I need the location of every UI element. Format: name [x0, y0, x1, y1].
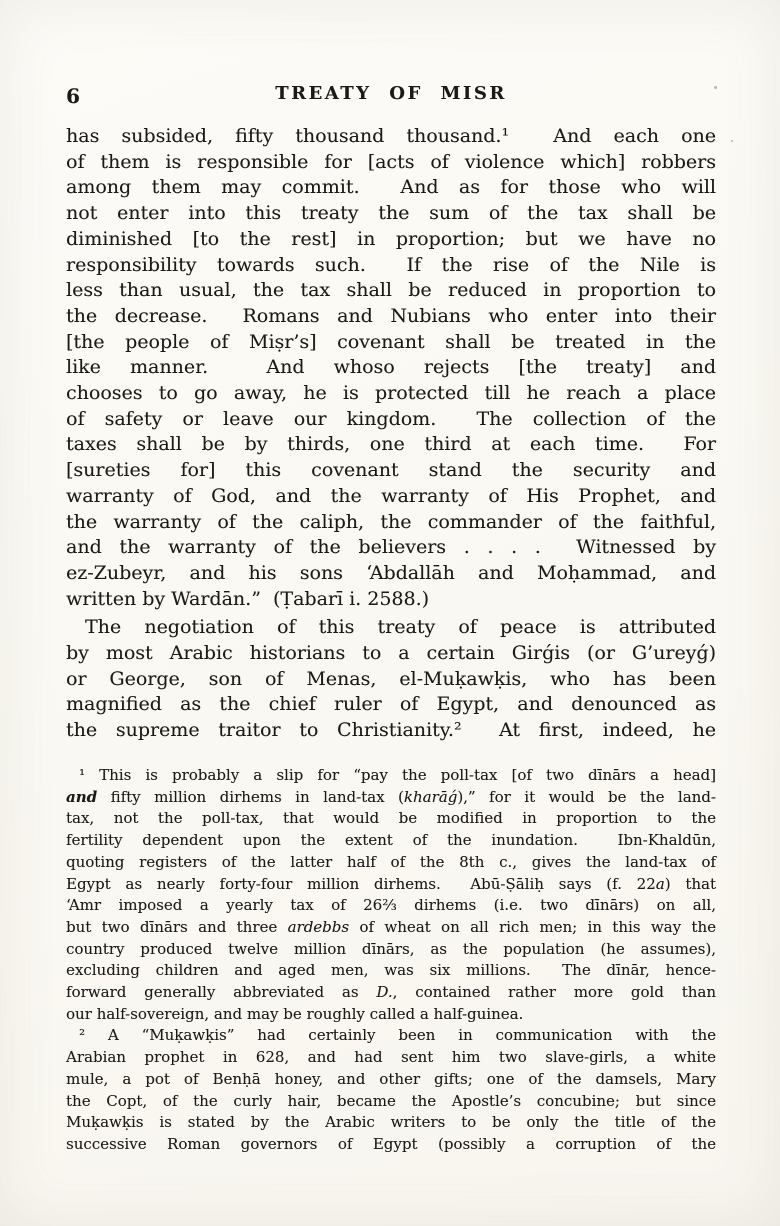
body-text [66, 124, 716, 744]
page-number: 6 [66, 84, 80, 108]
footnote-line: country produced twelve million dīnārs, as the population (he assumes), [66, 939, 716, 958]
scan-speck [731, 140, 733, 142]
body-text-line: of them is responsible for [acts of violence which] robbers [66, 150, 716, 173]
footnote-line: Arabian prophet in 628, and had sent him two slave-girls, a white [66, 1048, 716, 1067]
body-text-line: [sureties for] this covenant stand the security and [66, 459, 716, 482]
footnote-line: successive Roman governors of Egypt (possibly a corruption of the [66, 1134, 716, 1153]
body-text-line: of safety or leave our kingdom. The collection of the [66, 407, 716, 430]
body-text-line: The negotiation of this treaty of peace is attributed [85, 616, 716, 639]
body-text-line: or George, son of Menas, el-Muḳawḳis, who has been [66, 667, 716, 690]
footnote-line: ¹ This is probably a slip for “pay the poll-tax [of two dīnārs a head] [79, 766, 716, 784]
footnote-2 [66, 1025, 716, 1155]
body-text-line: magnified as the chief ruler of Egypt, and denounced as [66, 693, 716, 716]
footnote-line: excluding children and aged men, was six millions. The dīnār, hence- [66, 961, 716, 980]
body-text-line: like manner. And whoso rejects [the treaty] and [66, 356, 716, 379]
body-text-line: not enter into this treaty the sum of the tax shall be [66, 202, 716, 225]
footnote-line: Egypt as nearly forty-four million dirhems. Abū-Ṣāliḥ says (f. 22a) that [66, 874, 717, 893]
body-text-line: has subsided, fifty thousand thousand.¹ And each one [66, 125, 716, 147]
body-text-line: warranty of God, and the warranty of His Prophet, and [66, 484, 716, 507]
footnote-line: mule, a pot of Benḥā honey, and other gifts; one of the damsels, Mary [66, 1069, 716, 1088]
footnote-line: and fifty million dirhems in land-tax (kharāǵ),” for it would be the land- [66, 787, 716, 806]
body-text-line: written by Wardān.” (Ṭabarī i. 2588.) [66, 587, 430, 610]
running-title: TREATY OF MISR [275, 83, 507, 104]
footnote-line: Muḳawḳis is stated by the Arabic writers to be only the title of the [66, 1113, 716, 1132]
footnote-line: our half-sovereign, and may be roughly called a half-guinea. [66, 1004, 524, 1023]
footnote-line: tax, not the poll-tax, that would be modified in proportion to the [66, 809, 716, 828]
body-text-line: taxes shall be by thirds, one third at each time. For [66, 433, 716, 456]
page-header [66, 83, 716, 107]
footnotes [66, 765, 716, 1156]
body-text-line: less than usual, the tax shall be reduced in proportion to [66, 279, 716, 302]
body-paragraph-2 [66, 615, 716, 744]
footnote-line: the Copt, of the curly hair, became the Apostle’s concubine; but since [66, 1091, 716, 1110]
body-text-line: diminished [to the rest] in proportion; but we have no [66, 227, 716, 250]
scan-speck [84, 1079, 86, 1081]
body-text-line: by most Arabic historians to a certain Girǵis (or G’ureyǵ) [66, 642, 716, 665]
body-text-line: [the people of Miṣr’s] covenant shall be treated in the [66, 330, 716, 353]
footnote-line: ‘Amr imposed a yearly tax of 26⅔ dirhems (i.e. two dīnārs) on all, [66, 896, 716, 915]
body-text-line: ez-Zubeyr, and his sons ‘Abdallāh and Moḥammad, and [66, 561, 716, 584]
scan-speck [714, 86, 717, 89]
body-text-line: among them may commit. And as for those who will [66, 176, 716, 199]
footnote-line: but two dīnārs and three ardebbs of wheat on all rich men; in this way the [66, 917, 716, 936]
body-text-line: the warranty of the caliph, the commander of the faithful, [66, 510, 716, 533]
body-text-line: responsibility towards such. If the rise of the Nile is [66, 253, 716, 276]
footnote-line: forward generally abbreviated as D., contained rather more gold than [66, 983, 716, 1002]
footnote-line: ² A “Muḳawḳis” had certainly been in communication with the [79, 1026, 716, 1045]
footnote-line: fertility dependent upon the extent of the inundation. Ibn-Khaldūn, [66, 831, 716, 850]
footnote-1 [66, 765, 716, 1025]
body-text-line: and the warranty of the believers . . . . Witnessed by [66, 536, 716, 559]
body-text-line: the decrease. Romans and Nubians who enter into their [66, 304, 716, 327]
body-text-line: chooses to go away, he is protected till he reach a place [66, 382, 716, 405]
footnote-line: quoting registers of the latter half of the 8th c., gives the land-tax of [66, 852, 716, 871]
body-text-line: the supreme traitor to Christianity.² At first, indeed, he [66, 719, 716, 742]
